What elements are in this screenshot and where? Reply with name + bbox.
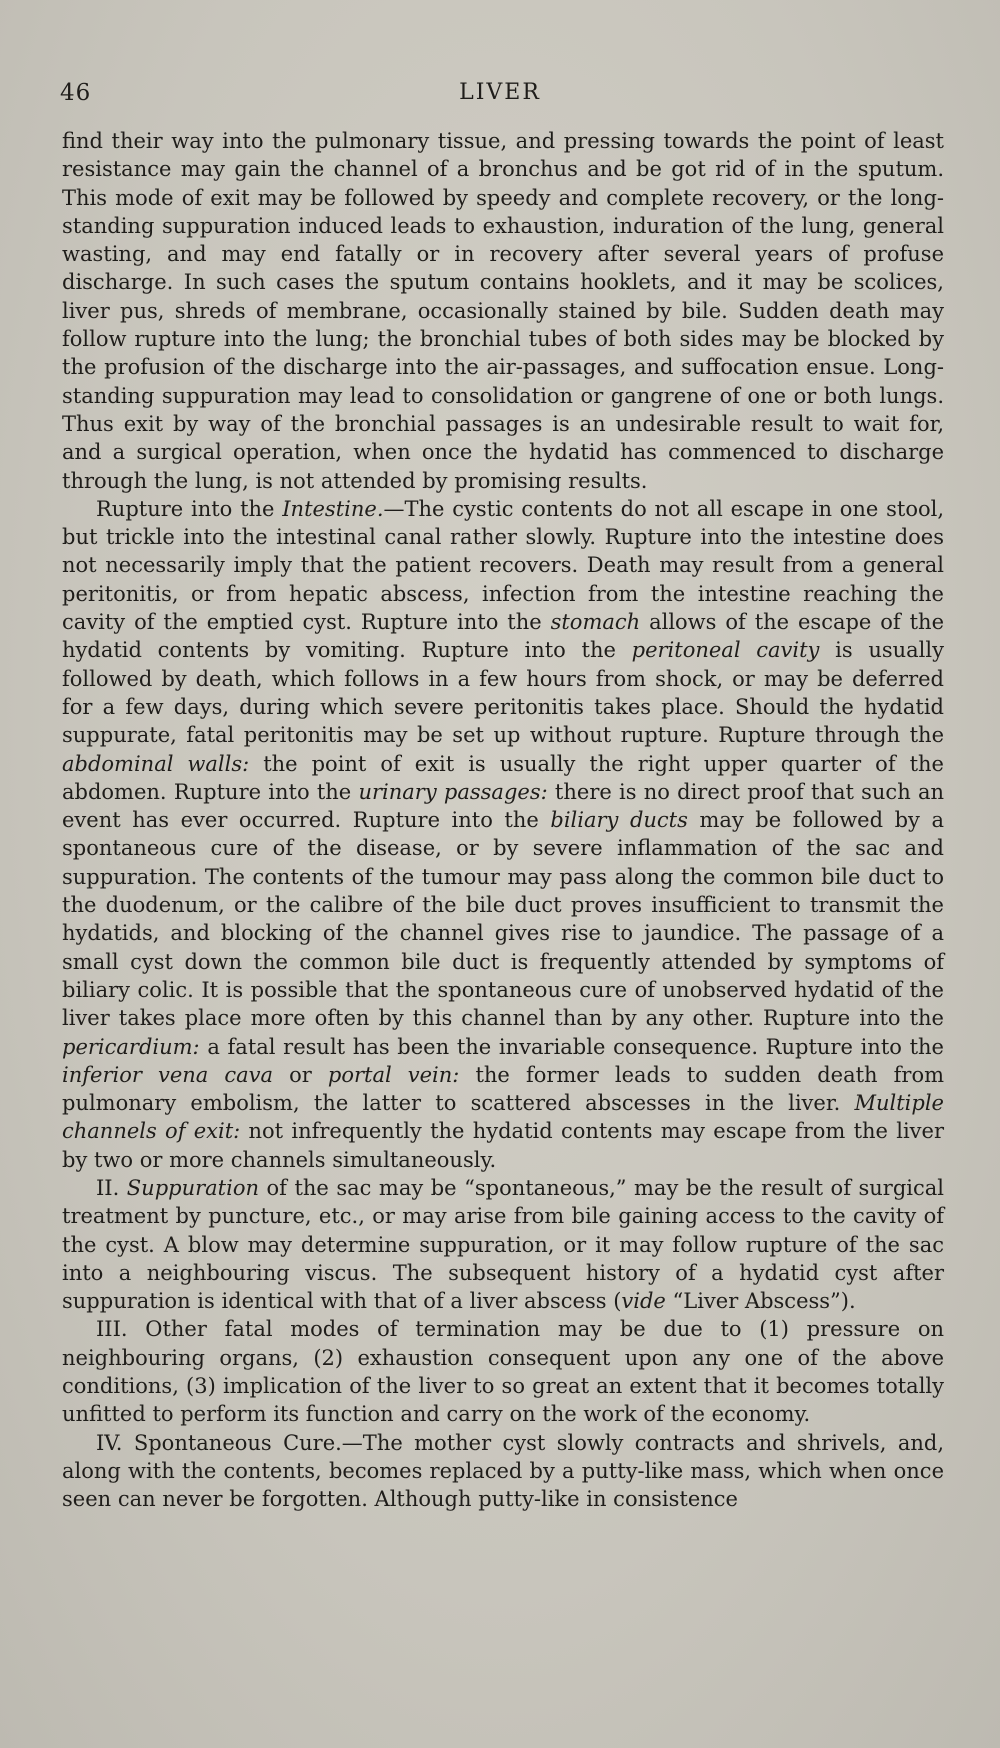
text-run: Rupture into the	[96, 496, 283, 521]
italic-term: inferior vena cava	[62, 1062, 274, 1087]
italic-term: Multiple channels of exit:	[62, 1091, 944, 1144]
italic-term: biliary ducts	[550, 808, 688, 833]
running-head	[60, 80, 940, 120]
text-run: there is no direct proof that such an event has ever occurred. Rupture into the	[62, 779, 945, 833]
text-run: allows of the escape of the hydatid contents by vomiting. Rupture into the	[62, 610, 945, 663]
italic-term: pericardium:	[62, 1034, 200, 1059]
text-run: the point of exit is usually the right upper quarter of the abdomen. Rupture into the	[62, 751, 944, 804]
text-run: II.	[96, 1175, 127, 1200]
text-run: III. Other fatal modes of termination may be due to (1) pressure on neighbouring organs, (2) exhaustion consequent upon any one of the above conditions, (3) implication of the liver to so great an extent that it becomes totally unfitted to perform its function and carry on the work of the economy.	[62, 1317, 944, 1427]
italic-term: stomach	[550, 610, 641, 635]
italic-term: abdominal walls:	[62, 751, 250, 776]
text-run: of the sac may be “spontaneous,” may be the result of surgical treatment by puncture, etc., or may arise from bile gaining access to the cavity of the cyst. A blow may determine suppuration, or it may follow rupture of the sac into a neighbouring viscus. The subsequent history of a hydatid cyst after suppuration is identical with that of a liver abscess (	[62, 1175, 944, 1314]
text-run: —The cystic contents do not all escape in one stool, but trickle into the intestinal canal rather slowly. Rupture into the intestine does not necessarily imply that the patient recovers. Death may result from a general peritonitis, or from hepatic abscess, infection from the intestine reaching the cavity of the emptied cyst. Rupture into the	[62, 496, 945, 635]
italic-term: urinary passages:	[358, 779, 548, 804]
text-run: may be followed by a spontaneous cure of the disease, or by severe inflammation of the sac and suppuration. The contents of the tumour may pass along the common bile duct to the duodenum, or the calibre of the bile duct proves insufficient to transmit the hydatids, and blocking of the channel gives rise to jaundice. The passage of a small cyst down the common bile duct is frequently attended by symptoms of biliary colic. It is possible that the spontaneous cure of unobserved hydatid of the liver takes place more often by this channel than by any other. Rupture into the	[62, 808, 944, 1031]
text-run: a fatal result has been the invariable consequence. Rupture into the	[199, 1034, 944, 1059]
text-run: is usually followed by death, which follows in a few hours from shock, or may be deferred for a few days, during which severe peritonitis takes place. Should the hydatid suppurate, fatal peritonitis may be set up without rupture. Rupture through the	[62, 638, 944, 748]
text-run: find their way into the pulmonary tissue, and pressing towards the point of least resistance may gain the channel of a bronchus and be got rid of in the sputum. This mode of exit may be followed by speedy and complete recovery, or the long-standing suppuration induced leads to exhaustion, induration of the lung, general wasting, and may end fatally or in recovery after several years of profuse discharge. In such cases the sputum contains hooklets, and it may be scolices, liver pus, shreds of membrane, occasionally stained by bile. Sudden death may follow rupture into the lung; the bronchial tubes of both sides may be blocked by the profusion of the discharge into the air-passages, and suffocation ensue. Long-standing suppuration may lead to consolidation or gangrene of one or both lungs. Thus exit by way of the bronchial passages is an undesirable result to wait for, and a surgical operation, when once the hydatid has commenced to discharge through the lung, is not attended by promising results.	[62, 129, 944, 493]
paragraph	[62, 1315, 944, 1428]
text-run: or	[273, 1062, 328, 1087]
italic-term: portal vein:	[327, 1062, 460, 1087]
text-run: “Liver Abscess”).	[665, 1289, 856, 1314]
chapter-title: LIVER	[459, 80, 541, 105]
text-run: IV. Spontaneous Cure.—The mother cyst slowly contracts and shrivels, and, along with the contents, becomes replaced by a putty-like mass, which when once seen can never be forgotten. Although putty-like in consistence	[62, 1430, 944, 1512]
paragraph	[62, 1174, 944, 1315]
italic-term: peritoneal cavity	[631, 638, 820, 663]
text-run: the former leads to sudden death from pulmonary embolism, the latter to scattered abscesses in the liver.	[62, 1062, 944, 1116]
paragraph	[62, 495, 944, 1174]
italic-term: vide	[621, 1289, 666, 1314]
text-run: not infrequently the hydatid contents may escape from the liver by two or more channels simultaneously.	[62, 1119, 944, 1172]
italic-term: Intestine.	[282, 496, 384, 521]
paragraph	[62, 127, 944, 495]
italic-term: Suppuration	[126, 1175, 259, 1200]
paragraph	[62, 1429, 944, 1514]
page-number: 46	[60, 80, 92, 106]
body-text	[62, 127, 944, 1514]
